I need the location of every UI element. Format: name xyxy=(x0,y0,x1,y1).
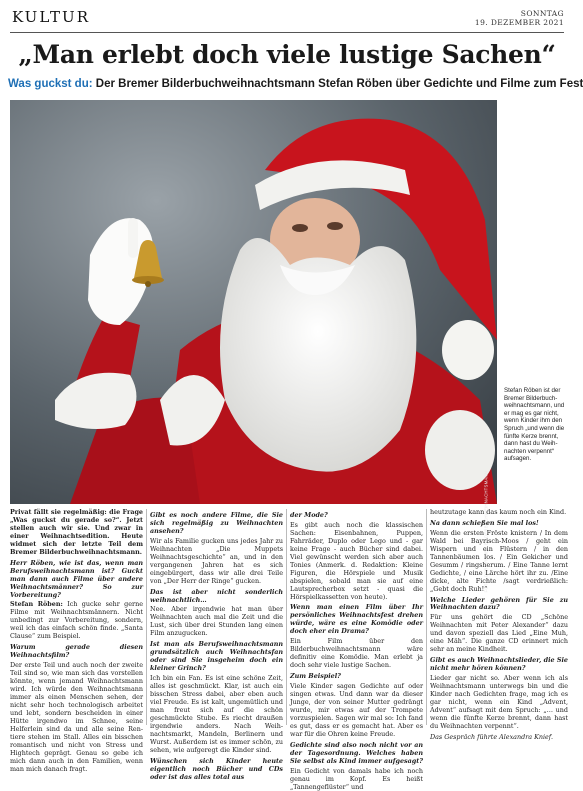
article-paragraph: Ich bin ein Fan. Es ist eine schöne Zeit, alles ist geschmückt. Klar, ist auch ein bisschen Stress dabei, aber eben auch viel Freude. Es ist kalt, ungemütlich und man freut sich auf die schön geschmückte Stube. Es riecht draußen irgendwie anders. Nach Weihnachtsmarkt, Mandeln, Berlinern und Wurst. Außerdem ist es immer schön, zu sehen, wie aufgeregt die Kinder sind. xyxy=(150,674,283,754)
dateline xyxy=(475,9,564,27)
photo-caption: Stefan Röben ist der Bremer Bilderbuchweihnachtsmann, und er mag es gar nicht, wenn Kinder ihm den Spruch „und wenn die fünfte Kerze brennt, dann hast du Weihnachten verpennt“ aufsagen. xyxy=(504,387,565,463)
article-paragraph: Für uns gehört die CD „Schöne Weihnachten mit Peter Alexander“ dazu und davon speziell das Lied „Eine Muh, eine Mäh“. Die ganze CD erinnert mich sehr an meine Kindheit. xyxy=(430,613,568,654)
article-paragraph: Ein Film über den Bilderbuchweihnachtsmann wäre definitiv eine Komödie. Man erlebt ja doch sehr viele lustige Sachen. xyxy=(290,637,423,670)
subline xyxy=(8,78,583,90)
article-paragraph xyxy=(10,601,143,641)
interview-question: Gibt es auch Weihnachtslieder, die Sie nicht mehr hören können? xyxy=(430,656,568,673)
header-rule xyxy=(10,32,564,33)
santa-illustration xyxy=(10,100,497,504)
interview-question: Wenn man einen Film über Ihr persönliches Weihnachtsfest drehen würde, wäre es eine Komödie oder doch eher ein Drama? xyxy=(290,603,423,636)
article-paragraph: Lieder gar nicht so. Aber wenn ich als Weihnachtsmann unterwegs bin und die Kinder nach Gedichten frage, mag ich es gar nicht, wenn ein Kind „Advent, Advent“ aufsagt mit dem Spruch: „… und wenn die fünfte Kerze brennt, dann hast du Weihnachten verpennt“. xyxy=(430,674,568,730)
interview-question: Warum gerade diesen Weihnachtsfilm? xyxy=(10,643,143,660)
interview-question: Na dann schießen Sie mal los! xyxy=(430,518,539,527)
interview-question: Zum Beispiel? xyxy=(290,672,341,681)
interview-question: Wünschen sich Kinder heute eigentlich noch Bücher und CDs oder ist das alles total aus xyxy=(150,756,283,781)
interview-question: Das ist aber nicht sonderlich weihnachtlich… xyxy=(150,587,283,604)
speaker-name: Stefan Röben: xyxy=(10,600,63,609)
article-paragraph: Der erste Teil und auch noch der zweite Teil sind so, wie man sich das vorstellen könnte, wenn jemand Weihnachtsmann wird. Ich würde den Weihnachtsmann immer als einen Menschen sehen, der nicht sehr hoch technologisch arbeitet und lebt, sondern bescheiden in einer Hütte irgendwo im Schnee, seine Helferlein sind da und alle seine Rentiere stehen im Stall. Alles ein bisschen romantisch und nicht von Stress und Hightech geprägt. Genau so gebe ich mich dann auch in den Familien, wenn man mich danach fragt. xyxy=(10,661,143,773)
photo-credit-text: FOTO: DER BREMER BILDERBUCHWEIHNACHTSMANN xyxy=(483,470,489,593)
article-paragraph: Viele Kinder sagen Gedichte auf oder singen etwas. Und dann war da dieser Junge, der von seiner Mutter gedrängt wurde, mir etwas auf der Trompete vorzuspielen. Sagen wir mal so: Ich fand es gut, dass er es gemacht hat. Aber es war für die Ohren keine Freude. xyxy=(290,682,423,738)
headline: „Man erlebt doch viele lustige Sachen“ xyxy=(18,40,556,69)
article-paragraph: heutzutage kann das kaum noch ein Kind. xyxy=(430,508,567,516)
article-column-1 xyxy=(10,508,143,773)
interview-question: Ist man als Berufsweihnachtsmann grundsätzlich auch Weihnachtsfan oder sind Sie insgeheim doch ein kleiner Grinch? xyxy=(150,640,283,673)
subline-kicker: Was guckst du: xyxy=(8,78,93,90)
interview-question: Gedichte sind also noch nicht vor an der Tagesordnung. Welches haben Sie selbst als Kind immer aufgesagt? xyxy=(290,740,423,765)
subline-text: Der Bremer Bilderbuchweihnachtsmann Stefan Röben über Gedichte und Filme zum Fest xyxy=(95,78,583,90)
article-paragraph: Nee. Aber irgendwie hat man über Weihnachten auch mal die Zeit und die Lust, sich über drei Stunden lang einen Film anzugucken. xyxy=(150,605,283,638)
section-title: KULTUR xyxy=(12,8,90,26)
interview-question: der Mode? xyxy=(290,511,328,519)
article-paragraph: Wir als Familie gucken uns jedes Jahr zu Weihnachten „Die Muppets Weihnachtsgeschichte“ an, und in den vergangenen Jahren hat es sich eingebürgert, dass wir alle drei Teile von „Der Herr der Ringe“ gucken. xyxy=(150,536,283,585)
answer-text: Ich gucke sehr gerne Filme mit Weihnachtsmännern. Nicht unbedingt zur Vorbereitung, sondern, weil ich das einfach schön finde. „Santa Clause“ zum Beispiel. xyxy=(10,600,143,641)
column-divider xyxy=(286,509,287,725)
column-divider xyxy=(426,509,427,725)
article-column-4 xyxy=(430,508,568,741)
article-paragraph: Ein Gedicht von damals habe ich noch genau im Kopf. Es heißt „Tannengeflüster“ und xyxy=(290,766,423,791)
dateline-date: 19. DEZEMBER 2021 xyxy=(474,18,564,27)
article-column-2 xyxy=(150,509,283,781)
article-body xyxy=(10,508,568,791)
interview-question: Welche Lieder gehören für Sie zu Weihnachten dazu? xyxy=(430,595,568,612)
article-column-3 xyxy=(290,509,423,791)
article-paragraph: Es gibt auch noch die klassischen Sachen: Eisenbahnen, Puppen, Fahrräder, Duplo oder Lego und - gar keine Frage - auch Bücher sind dabei. Viel gewünscht werden sich aber auch Tonies (Anmerk. d. Redaktion: Kleine Figuren, die Hörspiele und Musik abspielen, sobald man sie auf eine Lautsprecherbox setzt - quasi die Hörspielkassetten von heute). xyxy=(290,520,423,601)
article-paragraph: Wenn die ersten Fröste knistern / In dem Wald bei Bayrisch-Moos / geht ein Wispern und ein Flüstern / in den Tannenbäumen los. / Ein Gekicher und Gesumm / ringsherum. / Eine Tanne lernt Gedichte, / eine Lärche hört ihr zu. /Eine dicke, alte Fichte /sagt verdrießlich: „Gebt doch Ruh!“ xyxy=(430,528,568,593)
interview-question: Gibt es noch andere Filme, die Sie sich regelmäßig zu Weihnachten ansehen? xyxy=(150,511,283,535)
interview-question: Herr Röben, wie ist das, wenn man Berufsweihnachtsmann ist? Guckt man dann auch Filme über andere Weihnachtsmänner? So zur Vorbereitung? xyxy=(10,558,143,599)
page-header xyxy=(10,8,564,30)
article-signature: Das Gespräch führte Alexandra Knief. xyxy=(430,732,553,741)
article-intro: Privat fällt sie regelmäßig: die Frage „Was guckst du gerade so?“. Jetzt stellen auch wir sie. Und zwar in einer Weihnachtsedition. Heute widmet sich der letzte Teil dem Bremer Bilderbuchweihnachtsmann. xyxy=(10,508,143,556)
dateline-day: SONNTAG xyxy=(520,9,564,18)
column-divider xyxy=(146,509,147,725)
